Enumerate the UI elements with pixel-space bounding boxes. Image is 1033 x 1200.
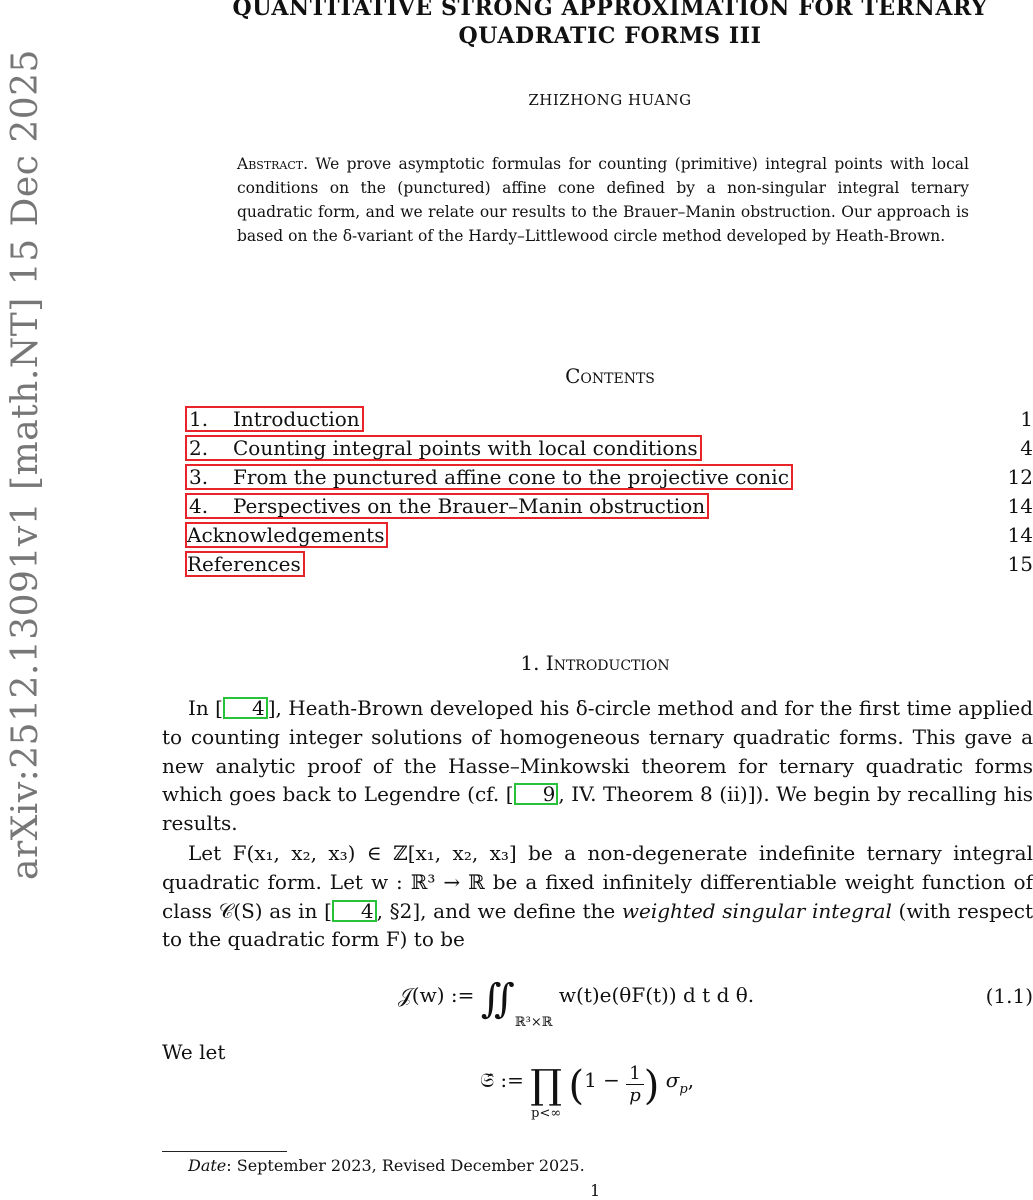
toc-page-number: 4 xyxy=(1020,436,1033,460)
section-heading-introduction: 1. Introduction xyxy=(520,651,670,675)
toc-link-acknowledgements[interactable]: Acknowledgements xyxy=(185,522,388,548)
intro-paragraph-1: In [ 4 ], Heath-Brown developed his δ-circle method and for the first time applied to counting integer solutions of homogeneous ternary quadratic forms. This gave a new analytic proof of the Hasse–Minkowski theorem for ternary quadratic forms which goes back to Legendre (cf. [ 9 , IV. Theorem 8 (ii)]). We begin by recalling his results. xyxy=(162,696,1033,836)
toc-page-number: 14 xyxy=(1007,494,1033,518)
abstract-label: Abstract. xyxy=(237,155,309,173)
abstract xyxy=(237,152,969,248)
toc-page-number: 15 xyxy=(1007,552,1033,576)
we-let-text: We let xyxy=(162,1040,226,1064)
equation-number: (1.1) xyxy=(985,984,1033,1008)
toc-page-number: 14 xyxy=(1007,523,1033,547)
equation-singular-series: 𝔖̂ := ∏ p<∞ (1 − $\frac{1}{p}$ ) σp, xyxy=(480,1062,695,1121)
contents-heading: Contents xyxy=(565,364,655,388)
author: ZHIZHONG HUANG xyxy=(528,91,692,109)
toc-link-introduction[interactable]: 1. Introduction xyxy=(185,406,364,432)
toc-page-number: 1 xyxy=(1020,407,1033,431)
abstract-text: We prove asymptotic formulas for counting (primitive) integral points with local conditions on the (punctured) affine cone defined by a non-singular integral ternary quadratic form, and we relate our results to the Brauer–Manin obstruction. Our approach is based on the δ-variant of the Hardy–Littlewood circle method developed by Heath-Brown. xyxy=(237,155,969,245)
equation-1-1: 𝒥(w) := $∬_{ℝ^3\times ℝ}$ w(t)e(θF(t)) d t d θ. xyxy=(398,976,755,1030)
intro-paragraph-2: Let F(x₁, x₂, x₃) ∈ ℤ[x₁, x₂, x₃] be a non-degenerate indefinite ternary integral quadratic form. Let w : ℝ³ → ℝ be a fixed infinitely differentiable weight function of class 𝒞(S) as in [ 4 , §2], and we define the weighted singular integral (with respect to the quadratic form F) to be xyxy=(162,841,1033,952)
toc-item-references xyxy=(185,550,1033,578)
toc-item-counting xyxy=(185,434,1033,462)
toc-item-introduction xyxy=(185,405,1033,433)
toc-link-counting[interactable]: 2. Counting integral points with local conditions xyxy=(185,435,702,461)
citation-link[interactable]: 4 xyxy=(223,697,268,719)
footnote-date: Date: September 2023, Revised December 2025. xyxy=(188,1156,585,1175)
paper-title xyxy=(150,0,1033,50)
toc-item-brauer-manin xyxy=(185,492,1033,520)
toc-link-punctured-cone[interactable]: 3. From the punctured affine cone to the projective conic xyxy=(185,464,793,490)
toc-item-acknowledgements xyxy=(185,521,1033,549)
toc-item-punctured-cone xyxy=(185,463,1033,491)
toc-page-number: 12 xyxy=(1007,465,1033,489)
page-number: 1 xyxy=(590,1181,601,1200)
title-line-1: QUANTITATIVE STRONG APPROXIMATION FOR TERNARY xyxy=(232,0,988,21)
footnote-rule xyxy=(162,1151,287,1152)
arxiv-stamp: arXiv:2512.13091v1 [math.NT] 15 Dec 2025 xyxy=(5,49,46,880)
toc-link-references[interactable]: References xyxy=(185,551,305,577)
citation-link[interactable]: 9 xyxy=(514,783,559,805)
title-line-2: QUADRATIC FORMS III xyxy=(458,23,762,49)
citation-link[interactable]: 4 xyxy=(332,900,377,922)
toc-link-brauer-manin[interactable]: 4. Perspectives on the Brauer–Manin obstruction xyxy=(185,493,709,519)
